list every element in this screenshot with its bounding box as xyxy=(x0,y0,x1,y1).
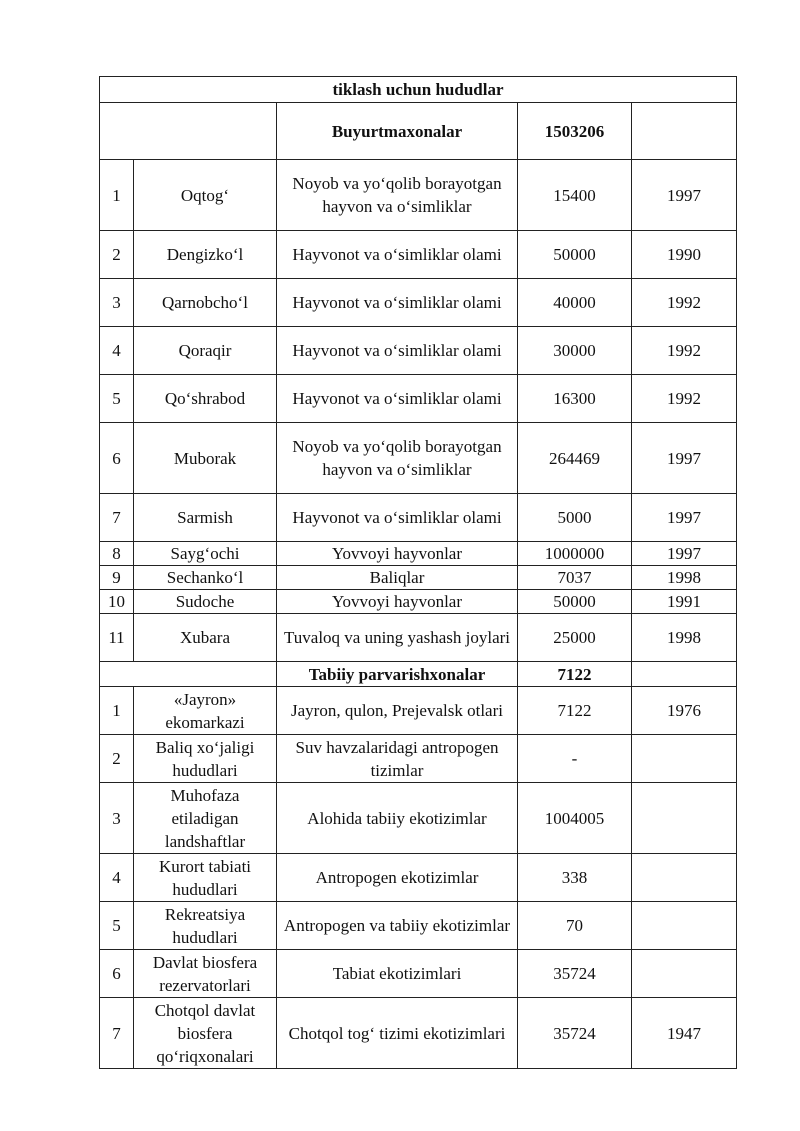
row-number: 8 xyxy=(100,542,134,566)
section-header-empty xyxy=(632,103,737,160)
area-size: 264469 xyxy=(518,423,632,494)
founded-year xyxy=(632,950,737,998)
area-name: Qarnobcho‘l xyxy=(134,279,277,327)
area-size: 50000 xyxy=(518,231,632,279)
table-row xyxy=(100,279,737,327)
section-total: 1503206 xyxy=(518,103,632,160)
area-name: Rekreatsiya hududlari xyxy=(134,902,277,950)
founded-year: 1991 xyxy=(632,590,737,614)
table-body xyxy=(100,77,737,1069)
row-number: 3 xyxy=(100,783,134,854)
area-name: Xubara xyxy=(134,614,277,662)
founded-year: 1990 xyxy=(632,231,737,279)
table-row xyxy=(100,950,737,998)
founded-year xyxy=(632,735,737,783)
protection-object: Noyob va yo‘qolib borayotgan hayvon va o‘simliklar xyxy=(277,160,518,231)
table-row xyxy=(100,423,737,494)
row-number: 3 xyxy=(100,279,134,327)
founded-year: 1997 xyxy=(632,542,737,566)
area-name: Kurort tabiati hududlari xyxy=(134,854,277,902)
founded-year: 1998 xyxy=(632,566,737,590)
title-row xyxy=(100,77,737,103)
founded-year: 1997 xyxy=(632,423,737,494)
protection-object: Chotqol tog‘ tizimi ekotizimlari xyxy=(277,998,518,1069)
protection-object: Hayvonot va o‘simliklar olami xyxy=(277,375,518,423)
table-row xyxy=(100,735,737,783)
area-name: Muborak xyxy=(134,423,277,494)
area-size: - xyxy=(518,735,632,783)
area-name: Oqtog‘ xyxy=(134,160,277,231)
table-row xyxy=(100,687,737,735)
area-name: Baliq xo‘jaligi hududlari xyxy=(134,735,277,783)
area-size: 50000 xyxy=(518,590,632,614)
table-row xyxy=(100,998,737,1069)
protection-object: Hayvonot va o‘simliklar olami xyxy=(277,279,518,327)
table-row xyxy=(100,160,737,231)
table-row xyxy=(100,614,737,662)
area-size: 35724 xyxy=(518,950,632,998)
row-number: 5 xyxy=(100,902,134,950)
row-number: 9 xyxy=(100,566,134,590)
section-heading: Tabiiy parvarishxonalar xyxy=(277,662,518,687)
founded-year: 1997 xyxy=(632,494,737,542)
section-header-blank xyxy=(100,103,277,160)
table-row xyxy=(100,566,737,590)
protection-object: Yovvoyi hayvonlar xyxy=(277,542,518,566)
founded-year xyxy=(632,783,737,854)
protection-object: Hayvonot va o‘simliklar olami xyxy=(277,494,518,542)
area-name: Sarmish xyxy=(134,494,277,542)
area-size: 1004005 xyxy=(518,783,632,854)
area-size: 25000 xyxy=(518,614,632,662)
area-size: 15400 xyxy=(518,160,632,231)
protection-object: Hayvonot va o‘simliklar olami xyxy=(277,231,518,279)
area-size: 30000 xyxy=(518,327,632,375)
area-name: Qo‘shrabod xyxy=(134,375,277,423)
area-size: 7122 xyxy=(518,687,632,735)
area-name: «Jayron» ekomarkazi xyxy=(134,687,277,735)
protection-object: Baliqlar xyxy=(277,566,518,590)
section-header-blank xyxy=(100,662,277,687)
row-number: 10 xyxy=(100,590,134,614)
area-name: Qoraqir xyxy=(134,327,277,375)
row-number: 6 xyxy=(100,950,134,998)
section-total: 7122 xyxy=(518,662,632,687)
area-name: Chotqol davlat biosfera qo‘riqxonalari xyxy=(134,998,277,1069)
table-row xyxy=(100,902,737,950)
protection-object: Jayron, qulon, Prejevalsk otlari xyxy=(277,687,518,735)
table-row xyxy=(100,494,737,542)
row-number: 5 xyxy=(100,375,134,423)
founded-year: 1997 xyxy=(632,160,737,231)
founded-year: 1998 xyxy=(632,614,737,662)
area-name: Davlat biosfera rezervatorlari xyxy=(134,950,277,998)
table-row xyxy=(100,590,737,614)
protection-object: Alohida tabiiy ekotizimlar xyxy=(277,783,518,854)
section-header-row xyxy=(100,662,737,687)
row-number: 6 xyxy=(100,423,134,494)
area-size: 338 xyxy=(518,854,632,902)
protection-object: Suv havzalaridagi antropogen tizimlar xyxy=(277,735,518,783)
area-name: Sayg‘ochi xyxy=(134,542,277,566)
founded-year: 1992 xyxy=(632,327,737,375)
founded-year: 1947 xyxy=(632,998,737,1069)
row-number: 1 xyxy=(100,687,134,735)
row-number: 7 xyxy=(100,494,134,542)
protection-object: Antropogen va tabiiy ekotizimlar xyxy=(277,902,518,950)
protection-object: Antropogen ekotizimlar xyxy=(277,854,518,902)
area-size: 40000 xyxy=(518,279,632,327)
area-size: 16300 xyxy=(518,375,632,423)
protection-object: Noyob va yo‘qolib borayotgan hayvon va o‘simliklar xyxy=(277,423,518,494)
protection-object: Yovvoyi hayvonlar xyxy=(277,590,518,614)
table-row xyxy=(100,327,737,375)
row-number: 2 xyxy=(100,735,134,783)
table-row xyxy=(100,231,737,279)
area-size: 5000 xyxy=(518,494,632,542)
row-number: 1 xyxy=(100,160,134,231)
area-name: Dengizko‘l xyxy=(134,231,277,279)
area-size: 35724 xyxy=(518,998,632,1069)
row-number: 2 xyxy=(100,231,134,279)
row-number: 11 xyxy=(100,614,134,662)
row-number: 7 xyxy=(100,998,134,1069)
founded-year xyxy=(632,902,737,950)
section-header-row xyxy=(100,103,737,160)
section-heading: Buyurtmaxonalar xyxy=(277,103,518,160)
table-row xyxy=(100,783,737,854)
area-name: Sudoche xyxy=(134,590,277,614)
area-size: 1000000 xyxy=(518,542,632,566)
protection-object: Tuvaloq va uning yashash joylari xyxy=(277,614,518,662)
section-header-empty xyxy=(632,662,737,687)
area-size: 70 xyxy=(518,902,632,950)
table-row xyxy=(100,542,737,566)
founded-year xyxy=(632,854,737,902)
founded-year: 1992 xyxy=(632,375,737,423)
area-name: Sechanko‘l xyxy=(134,566,277,590)
area-size: 7037 xyxy=(518,566,632,590)
row-number: 4 xyxy=(100,854,134,902)
table-row xyxy=(100,854,737,902)
protection-object: Tabiat ekotizimlari xyxy=(277,950,518,998)
founded-year: 1976 xyxy=(632,687,737,735)
table-row xyxy=(100,375,737,423)
protected-areas-table xyxy=(99,76,737,1069)
protection-object: Hayvonot va o‘simliklar olami xyxy=(277,327,518,375)
table-title: tiklash uchun hududlar xyxy=(100,77,737,103)
area-name: Muhofaza etiladigan landshaftlar xyxy=(134,783,277,854)
row-number: 4 xyxy=(100,327,134,375)
founded-year: 1992 xyxy=(632,279,737,327)
